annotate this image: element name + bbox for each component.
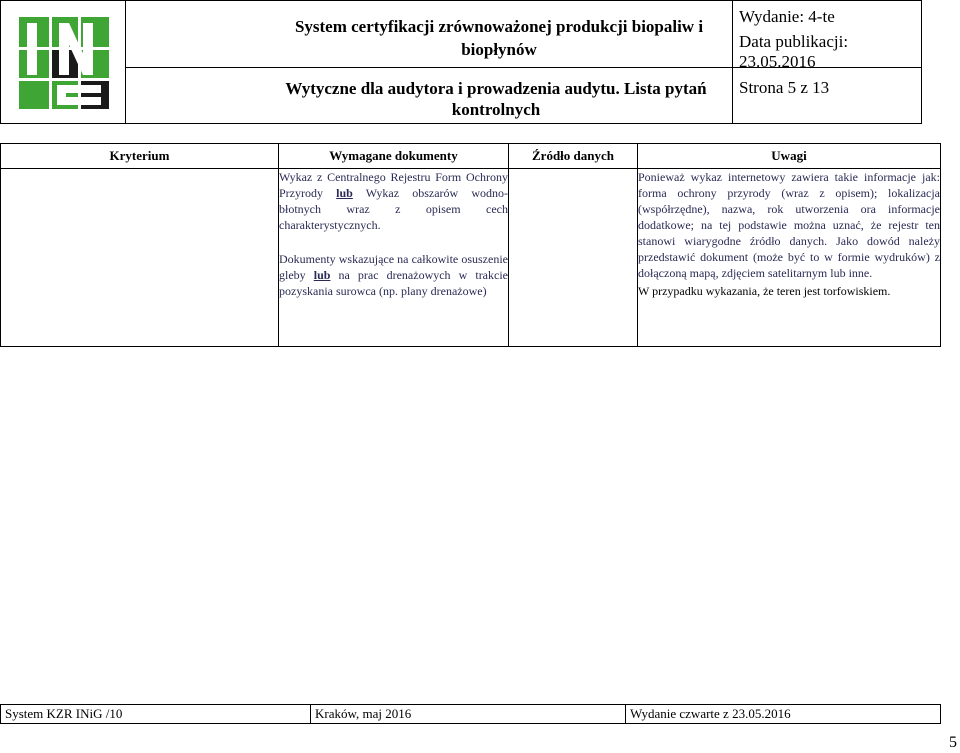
cell-dokumenty xyxy=(279,169,509,347)
documents-paragraph-1: Wykaz z Centralnego Rejestru Form Ochrony Przyrody lub Wykaz obszarów wodno-błotnych wraz z opisem cech charakterystycznych. xyxy=(279,170,508,232)
page-number: 5 xyxy=(949,734,957,751)
notes-paragraph-1: Ponieważ wykaz internetowy zawiera takie informacje jak: forma ochrony przyrody (wraz z opisem); lokalizacja (współrzędne), nazwa, rok utworzenia ora informacje dodatkowe; na tej podstawie można uznać, że rejestr ten stanowi wiarygodne źródło danych. Jako dowód należy przedstawić dokument (może być to w formie wydruków) z dołączoną mapą, zdjęciem satelitarnym lub inne. xyxy=(638,170,940,280)
notes-paragraph-2: W przypadku wykazania, że teren jest torfowiskiem. xyxy=(638,284,891,298)
criteria-table xyxy=(0,143,941,347)
column-header-dokumenty: Wymagane dokumenty xyxy=(279,144,509,169)
documents-paragraph-2: Dokumenty wskazujące na całkowite osuszenie gleby lub na prac drenażowych w trakcie pozyskania surowca (np. plany drenażowe) xyxy=(279,252,508,298)
document-subtitle: Wytyczne dla audytora i prowadzenia audytu. Lista pytań kontrolnych xyxy=(285,79,707,119)
page-counter: Strona 5 z 13 xyxy=(739,78,830,97)
table-row xyxy=(1,169,941,347)
document-footer xyxy=(0,704,941,724)
cell-zrodlo xyxy=(509,169,638,347)
column-header-kryterium: Kryterium xyxy=(1,144,279,169)
footer-place-date: Kraków, maj 2016 xyxy=(311,705,626,724)
table-header-row xyxy=(1,144,941,169)
cell-uwagi xyxy=(638,169,941,347)
publication-date: Data publikacji: 23.05.2016 xyxy=(739,32,849,71)
column-header-uwagi: Uwagi xyxy=(638,144,941,169)
edition-label: Wydanie: 4-te xyxy=(739,7,835,26)
column-header-zrodlo: Źródło danych xyxy=(509,144,638,169)
document-header xyxy=(0,0,922,124)
cell-kryterium xyxy=(1,169,279,347)
lub-emphasis: lub xyxy=(313,268,331,282)
document-title: System certyfikacji zrównoważonej produkcji biopaliw i biopłynów xyxy=(294,17,704,59)
lub-emphasis: lub xyxy=(336,186,353,200)
inig-logo xyxy=(19,17,109,109)
footer-edition: Wydanie czwarte z 23.05.2016 xyxy=(626,705,941,724)
footer-system: System KZR INiG /10 xyxy=(1,705,311,724)
